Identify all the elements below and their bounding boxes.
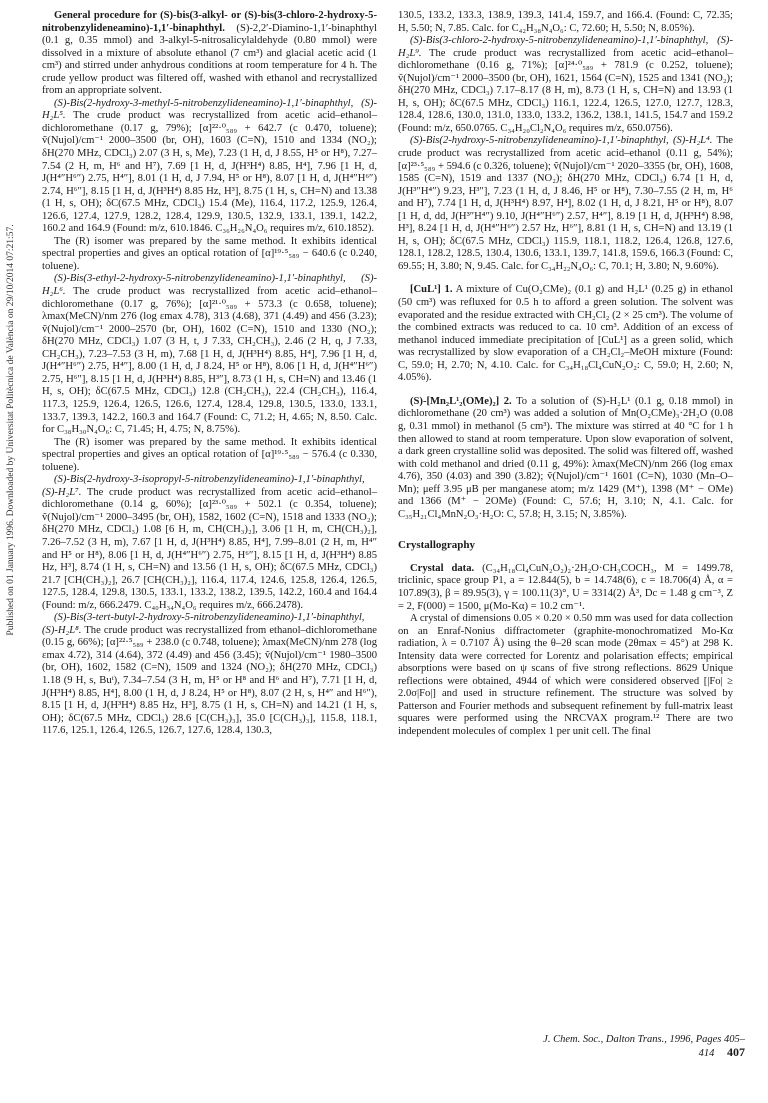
compound-name: (S)-Bis(3-ethyl-2-hydroxy-5-nitrobenzylideneamino)-1,1′-binaphthyl, (S)-H₂L⁶.: [42, 273, 377, 298]
paragraph-text: The (R) isomer was prepared by the same method. It exhibits identical spectral properties and gives an optical rotation of [α]¹⁹·⁵₅₈₉ − 576.4 (c 0.330, toluene).: [42, 436, 377, 473]
spacer: [398, 521, 733, 539]
run-in-heading: General procedure for (S)-bis(3-alkyl- or (S)-bis(3-chloro-2-hydroxy-5-nitrobenzylideneamino)-1,1′-binaphthyl.: [42, 10, 377, 34]
paragraph: [398, 35, 733, 135]
paragraph: [398, 135, 733, 273]
compound-name: (S)-Bis(2-hydroxy-5-nitrobenzylideneamino)-1,1′-binaphthyl, (S)-H₂L⁴.: [410, 135, 713, 147]
page-footer: [535, 1034, 745, 1060]
paragraph-text: A mixture of Cu(O₂CMe)₂ (0.1 g) and H₂L¹ (0.25 g) in ethanol (50 cm³) was refluxed for 0.5 h to afford a green solution. The solvent was evaporated and the residue extracted with CH₂Cl₂ (2 × 25 cm³). The volume of the combined extracts was reduced to ca. 10 cm³. Addition of an excess of methanol induced immediate precipitation of [CuL¹] as a green solid, which was recrystallized by slow evaporation of a CH₂Cl₂–MeOH mixture (Found: C, 59.0; H, 2.70; N, 4.10. Calc. for C₃₄H₁₈Cl₄CuN₂O₂: C, 59.0; H, 2.60; N, 4.05%).: [398, 284, 734, 384]
right-column: [398, 10, 733, 739]
download-watermark: [4, 150, 18, 710]
spacer: [398, 385, 733, 396]
paragraph: [398, 396, 733, 521]
run-in-heading: Crystal data.: [410, 562, 475, 574]
left-column: [42, 10, 377, 738]
download-watermark-text: Published on 01 January 1996. Downloaded by Universitat Politècnica de València on 29/10/2014 07:21:57.: [6, 224, 16, 636]
paragraph-text: The crude product was recrystallized from ethanol–dichloromethane (0.15 g, 66%); [α]²²·⁵₅₈₉ + 238.0 (c 0.748, toluene); λmax(MeCN)/nm 278 (log εmax 4.72), 314 (4.64), 372 (4.49) and 456 (3.45); ṽ(Nujol)/cm⁻¹ 1980–3500 (br, OH), 1602, 1582 (C=N), 1509 and 1324 (NO₂); δH(270 MHz, CDCl₃) 1.18 (9 H, s, Buᵗ), 7.34–7.54 (3 H, m, H⁵ or H⁸ and H⁶ and H⁷), 7.71 [1 H, d, J(H³H⁴) 8.85, H⁴], 8.00 (1 H, d, J 8.24, H⁵ or H⁸), 8.07 (2 H, s, H⁴″ and H⁶″), 8.15 [1 H, d, J(H³H⁴) 8.85 Hz, H³], 8.75 (1 H, s, CH=N) and 14.21 (1 H, s, OH); δC(67.5 MHz, CDCl₃) 28.6 [C(CH₃)₃], 35.0 [C(CH₃)₃], 115.8, 118.1, 117.6, 125.1, 126.4, 126.5, 126.7, 127.6, 128.4, 130.3,: [42, 624, 377, 737]
paragraph: [42, 236, 377, 274]
paragraph: [42, 474, 377, 612]
spacer: [398, 273, 733, 284]
page-number: 407: [727, 1045, 745, 1059]
section-heading: Crystallography: [398, 539, 475, 552]
journal-citation: J. Chem. Soc., Dalton Trans., 1996, Pages 405–414: [543, 1034, 745, 1059]
paragraph-text: A crystal of dimensions 0.05 × 0.20 × 0.50 mm was used for data collection on an Enraf-Nonius diffractometer (graphite-monochromatized Mo-Kα radiation, λ = 0.7107 Å) using the θ–2θ scan mode (2θmax = 45°) at 298 K. Intensity data were corrected for Lorentz and polarisation effects; empirical absorptions were based on ψ scans of five strong reflections. 8629 Unique reflections were obtained, 4944 of which were considered observed [|Fo| ≥ 2.0σ|Fo|] and used in structure refinement. The structure was solved by Patterson and Fourier methods and subsequent refinement by full-matrix least squares were performed using the NRCVAX program.¹² There are two independent molecules of complex 1 per unit cell. The final: [398, 613, 733, 737]
paragraph-text: (C₃₄H₁₈Cl₄CuN₂O₂)₂·2H₂O·CH₃COCH₃, M = 1499.78, triclinic, space group P1, a = 12.844(5), b = 14.748(6), c = 18.706(4) Å, α = 107.89(3), β = 89.95(3), γ = 100.11(3)°, U = 3314(2) Å³, Dc = 1.48 g cm⁻³, Z = 2, F(000) = 1500, μ(Mo-Kα) = 10.2 cm⁻¹.: [398, 562, 733, 612]
paragraph-text: The crude product was recrystallized from acetic acid–ethanol–dichloromethane (0.14 g, 60%); [α]²³·⁰₅₈₉ + 502.1 (c 0.354, toluene); ṽ(Nujol)/cm⁻¹ 2000–3495 (br, OH), 1582, 1602 (C=N), 1518 and 1333 (NO₂); δH(270 MHz, CDCl₃) 1.08 [6 H, m, CH(CH₃)₂], 3.06 [1 H, m, CH(CH₃)₂], 7.26–7.52 (3 H, m), 7.67 [1 H, d, J(H³H⁴) 8.85, H⁴], 7.99–8.01 (2 H, m, H⁴″ and H⁵ or H⁸), 8.06 [1 H, d, J(H⁴″H⁶″) 2.75, H⁶″], 8.15 [1 H, d, J(H³H⁴) 8.85 Hz, H³], 8.74 (1 H, s, CH=N) and 13.56 (1 H, s, OH); δC(67.5 MHz, CDCl₃) 21.7 [CH(CH₃)₂], 26.7 [CH(CH₃)₂], 116.4, 117.4, 124.6, 125.8, 126.4, 126.5, 127.5, 128.4, 129.8, 130.5, 133.1, 133.2, 138.2, 139.5, 142.2, 160.4 and 164.4 (Found: m/z, 666.2479. C₄₀H₃₄N₄O₆ requires m/z, 666.2478).: [42, 486, 377, 611]
compound-name: (S)-Bis(2-hydroxy-3-methyl-5-nitrobenzylideneamino)-1,1′-binaphthyl, (S)-H₂L⁵.: [42, 97, 377, 122]
compound-name: (S)-Bis(2-hydroxy-3-isopropyl-5-nitrobenzylideneamino)-1,1′-binaphthyl, (S)-H₂L⁷.: [42, 474, 365, 498]
run-in-heading: (S)-[Mn₂L¹₂(OMe)₂] 2.: [410, 395, 512, 407]
paragraph-text: The crude product was recrystallized from acetic acid–ethanol–dichloromethane (0.16 g, 71%); [α]²⁴·⁰₅₈₉ + 781.9 (c 0.252, toluene); ṽ(Nujol)/cm⁻¹ 2000–3500 (br, OH), 1621, 1564 (C=N), 1525 and 1341 (NO₂); δH(270 MHz, CDCl₃) 7.17–8.17 (8 H, m), 8.73 (1 H, s, CH=N) and 13.93 (1 H, s, OH); δC(67.5 MHz, CDCl₃) 116.1, 122.4, 126.5, 127.0, 127.7, 128.3, 128.4, 128.6, 130.0, 131.0, 133.0, 133.2, 136.2, 138.1, 141.5, 154.7 and 159.2 (Found: m/z, 650.0765. C₃₄H₂₀Cl₂N₄O₆ requires m/z, 650.0756).: [398, 47, 733, 134]
compound-name: (S)-Bis(3-chloro-2-hydroxy-5-nitrobenzylideneamino)-1,1′-binaphthyl, (S)-H₂L⁹.: [398, 35, 733, 59]
paragraph: [398, 613, 733, 738]
paragraph: [42, 437, 377, 475]
paragraph: [42, 98, 377, 236]
paragraph-text: The crude product was recrystallized from acetic acid–ethanol (0.11 g, 54%); [α]²³·⁵₅₈₉ + 594.6 (c 0.326, toluene); ṽ(Nujol)/cm⁻¹ 2020–3355 (br, OH), 1608, 1585 (C=N), 1519 and 1337 (NO₂); δH(270 MHz, CDCl₃) 6.74 [1 H, d, J(H³″H⁴″) 9.23, H³″], 7.23 (1 H, d, J 8.46, H⁵ or H⁸), 7.30–7.55 (2 H, m, H⁶ and H⁷), 7.74 [1 H, d, J(H³H⁴) 8.97, H⁴], 8.02 (1 H, d, J 8.21, H⁵ or H⁸), 8.07 [1 H, d, dd, J(H³″H⁴″) 9.10, J(H⁴″H⁶″) 2.57, H⁴″], 8.19 [1 H, d, J(H³H⁴) 8.98, H³], 8.24 [1 H, d, J(H⁴″H⁶″) 2.57 Hz, H⁶″], 8.81 (1 H, s, CH=N) and 13.19 (1 H, s, OH); δC(67.5 MHz, CDCl₃) 115.9, 118.1, 118.2, 126.4, 126.8, 127.6, 128.1, 128.2, 128.5, 130.4, 130.6, 133.1, 139.7, 141.8, 159.6, 166.3 (Found: C, 69.55; H, 3.80; N, 9.45. Calc. for C₃₄H₂₂N₄O₆: C, 70.1; H, 3.80; N, 9.60%).: [398, 135, 733, 272]
paragraph-text: The (R) isomer was prepared by the same method. It exhibits identical spectral properties and gives an optical rotation of [α]¹⁹·⁵₅₈₉ − 640.6 (c 0.240, toluene).: [42, 235, 377, 272]
paragraph: [398, 284, 733, 384]
paragraph-text: (S)-2,2′-Diamino-1,1′-binaphthyl (0.1 g, 0.35 mmol) and 3-alkyl-5-nitrosalicylaldehyde (0.80 mmol) were dissolved in a mixture of absolute ethanol (7 cm³) and glacial acetic acid (1 cm³) and stirred under anhydrous conditions at room temperature for 4 h. The crude yellow product was filtered off, washed with ethanol and recrystallized from an appropriate solvent.: [42, 22, 377, 97]
spacer: [398, 552, 733, 563]
paragraph: [42, 612, 377, 737]
run-in-heading: [CuL¹] 1.: [410, 284, 453, 296]
compound-name: (S)-Bis(3-tert-butyl-2-hydroxy-5-nitrobenzylideneamino)-1,1′-binaphthyl, (S)-H₂L⁸.: [42, 612, 365, 636]
paragraph: [398, 563, 733, 613]
paragraph-text: To a solution of (S)-H₂L¹ (0.1 g, 0.18 mmol) in dichloromethane (20 cm³) was added a solution of Mn(O₂CMe)₃·2H₂O (0.08 g, 0.31 mmol) in methanol (5 cm³). The mixture was stirred at 40 °C for 1 h then allowed to stand at room temperature. Upon slow evaporation of solvent, a dark green crystalline solid was deposited. The solid was filtered off, washed with cold methanol and dried (0.11 g, 49%): λmax(MeCN)/nm 266 (log εmax 4.76), 350 (4.03) and 390 (3.82); ṽ(Nujol)/cm⁻¹ 1601 (C=N), 1030 (Mn–O–Mn); μeff 3.95 μB per manganese atom; m/z 1429 (M⁺), 1398 (M⁺ − OMe) and 1366 (M⁺ − 2OMe) (Found: C, 57.6; H, 3.10; N, 4.1. Calc. for C₃₅H₂₁Cl₄MnN₂O₃·H₂O: C, 57.8; H, 3.15; N, 3.85%).: [398, 395, 733, 520]
paragraph: [42, 273, 377, 436]
paragraph: [42, 10, 377, 98]
paragraph-text: The crude product was recrystallized from acetic acid–ethanol–dichloromethane (0.17 g, 79%); [α]²²·⁰₅₈₉ + 642.7 (c 0.470, toluene); ṽ(Nujol)/cm⁻¹ 2000–3500 (br, OH), 1603 (C=N), 1510 and 1334 (NO₂); δH(270 MHz, CDCl₃) 2.07 (3 H, s, Me), 7.23 (1 H, d, J 8.55, H⁵ or H⁸), 7.27–7.54 (2 H, m, H⁶ and H⁷), 7.69 [1 H, d, J(H³H⁴) 8.85, H⁴], 7.96 [1 H, d, J(H⁴″H⁶″) 2.75, H⁴″], 8.01 (1 H, d, J 7.94, H⁵ or H⁸), 8.07 [1 H, d, J(H⁴″H⁶″) 2.74, H⁶″], 8.15 [1 H, d, J(H³H⁴) 8.85 Hz, H³], 8.75 (1 H, s, CH=N) and 13.38 (1 H, s, OH); δC(67.5 MHz, CDCl₃) 15.4 (Me), 116.4, 117.2, 125.9, 126.4, 126.6, 127.4, 127.9, 128.2, 128.4, 129.9, 130.5, 132.9, 133.1, 139.1, 142.2, 160.2 and 164.9 (Found: m/z, 610.1846. C₃₆H₂₆N₄O₆ requires m/z, 610.1852).: [42, 110, 377, 235]
paragraph: [398, 10, 733, 35]
paragraph-text: 130.5, 133.2, 133.3, 138.9, 139.3, 141.4, 159.7, and 166.4. (Found: C, 72.35; H, 5.50; N, 7.85. Calc. for C₄₂H₃₈N₄O₆: C, 72.60; H, 5.50; N, 8.05%).: [398, 10, 733, 34]
paragraph-text: The crude product was recrystallized from acetic acid–ethanol–dichloromethane (0.17 g, 76%); [α]²¹·⁰₅₈₉ + 573.3 (c 0.658, toluene); λmax(MeCN)/nm 276 (log εmax 4.78), 313 (4.68), 371 (4.49) and 456 (3.23); ṽ(Nujol)/cm⁻¹ 2000–2570 (br, OH), 1602 (C=N), 1510 and 1330 (NO₂); δH(270 MHz, CDCl₃) 1.07 (3 H, t, J 7.33, CH₂CH₃), 2.46 (2 H, q, J 7.33, CH₂CH₃), 7.23–7.53 (3 H, m), 7.68 [1 H, d, J(H³H⁴) 8.85, H⁴], 7.96 [1 H, d, J(H⁴″H⁶″) 2.75, H⁴″], 8.00 (1 H, d, J 8.24, H⁵ or H⁸), 8.06 [1 H, d, J(H⁴″H⁶″) 2.75, H⁶″], 8.15 [1 H, d, J(H³H⁴) 8.85, H³″], 8.73 (1 H, s, CH=N) and 13.46 (1 H, s, OH); δC(67.5 MHz, CDCl₃) 12.8 (CH₂CH₃), 22.4 (CH₂CH₃), 116.4, 117.3, 125.9, 126.4, 126.5, 126.6, 127.4, 128.4, 129.8, 130.5, 133.0, 133.1, 133.7, 139.3, 142.2, 160.3 and 164.7 (Found: C, 71.2; H, 4.65; N, 8.50. Calc. for C₃₈H₃₀N₄O₆: C, 71.45; H, 4.75; N, 8.75%).: [42, 286, 377, 436]
